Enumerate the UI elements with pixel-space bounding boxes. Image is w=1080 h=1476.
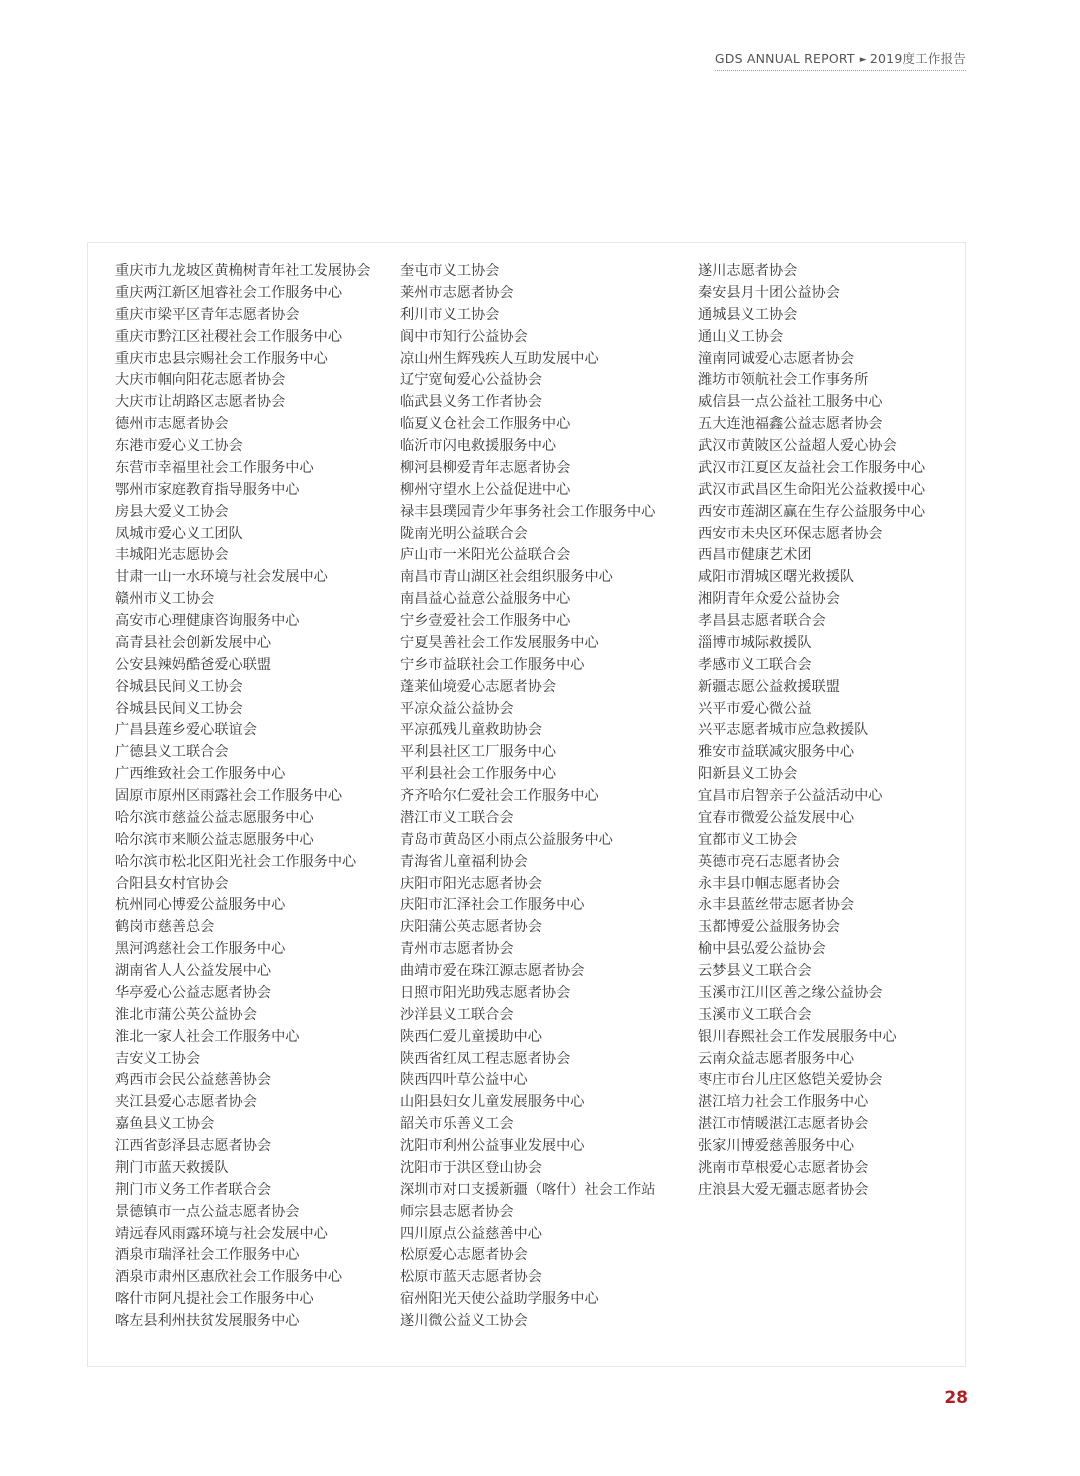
organization-name: 吉安义工协会 xyxy=(115,1050,201,1067)
organization-name: 武汉市武昌区生命阳光公益救援中心 xyxy=(698,481,926,498)
organization-name: 赣州市义工协会 xyxy=(115,591,215,608)
organization-name: 重庆市忠县宗赐社会工作服务中心 xyxy=(115,350,328,367)
organization-name: 酒泉市瑞泽社会工作服务中心 xyxy=(115,1247,300,1264)
organization-name: 雅安市益联减灾服务中心 xyxy=(698,744,855,761)
organization-name: 杭州同心博爱公益服务中心 xyxy=(115,897,286,914)
organization-name: 淮北一家人社会工作服务中心 xyxy=(115,1028,300,1045)
organization-name: 宜都市义工协会 xyxy=(698,831,798,848)
organization-name: 武汉市黄陂区公益超人爱心协会 xyxy=(698,438,897,454)
organization-name: 高安市心理健康咨询服务中心 xyxy=(115,613,300,629)
organization-name: 张家川博爱慈善服务中心 xyxy=(698,1138,855,1154)
organization-name: 咸阳市渭城区曙光救援队 xyxy=(698,569,855,586)
organization-name: 广德县义工联合会 xyxy=(115,744,229,761)
organization-name: 遂川志愿者协会 xyxy=(698,263,798,279)
organization-name: 丰城阳光志愿协会 xyxy=(115,547,229,564)
organization-name: 蓬莱仙境爱心志愿者协会 xyxy=(400,678,557,695)
organization-name: 平利县社会工作服务中心 xyxy=(400,766,557,783)
organization-name: 枣庄市台儿庄区悠铠关爱协会 xyxy=(698,1072,883,1089)
organization-name: 谷城县民间义工协会 xyxy=(115,678,243,695)
organization-name: 西安市莲湖区赢在生存公益服务中心 xyxy=(698,503,926,520)
organization-name: 临沂市闪电救援服务中心 xyxy=(400,438,557,454)
organization-name: 阆中市知行公益协会 xyxy=(400,328,528,345)
organization-name: 鹤岗市慈善总会 xyxy=(115,919,215,936)
organization-name: 大庆市帼向阳花志愿者协会 xyxy=(115,372,286,389)
organization-column-3 xyxy=(698,261,925,1202)
organization-name: 沙洋县义工联合会 xyxy=(400,1006,514,1023)
organization-name: 遂川微公益义工协会 xyxy=(400,1313,528,1329)
organization-name: 鄂州市家庭教育指导服务中心 xyxy=(115,481,300,498)
organization-name: 湛江市情暖湛江志愿者协会 xyxy=(698,1116,869,1133)
organization-name: 陕西四叶草公益中心 xyxy=(400,1072,528,1089)
organization-name: 固原市原州区雨露社会工作服务中心 xyxy=(115,788,343,804)
organization-name: 嘉鱼县义工协会 xyxy=(115,1116,215,1133)
organization-name: 禄丰县璞园青少年事务社会工作服务中心 xyxy=(400,503,656,520)
organization-name: 利川市义工协会 xyxy=(400,306,500,323)
organization-name: 莱州市志愿者协会 xyxy=(400,284,514,301)
organization-name: 德州市志愿者协会 xyxy=(115,416,229,433)
organization-name: 青海省儿童福利协会 xyxy=(400,853,528,870)
organization-name: 宜春市微爱公益发展中心 xyxy=(698,809,855,826)
organization-name: 哈尔滨市松北区阳光社会工作服务中心 xyxy=(115,853,357,870)
organization-name: 通城县义工协会 xyxy=(698,306,798,323)
organization-name: 沈阳市于洪区登山协会 xyxy=(400,1159,542,1176)
organization-name: 玉溪市江川区善之缘公益协会 xyxy=(698,984,883,1001)
report-title: 2019度工作报告 xyxy=(869,51,966,66)
organization-name: 淮北市蒲公英公益协会 xyxy=(115,1006,257,1023)
organization-name: 公安县辣妈酷爸爱心联盟 xyxy=(115,656,272,673)
organization-name: 哈尔滨市来顺公益志愿服务中心 xyxy=(115,831,314,848)
organization-name: 永丰县巾帼志愿者协会 xyxy=(698,875,840,892)
organization-name: 荆门市蓝天救援队 xyxy=(115,1159,229,1176)
organization-name: 曲靖市爱在珠江源志愿者协会 xyxy=(400,963,585,979)
organization-name: 四川原点公益慈善中心 xyxy=(400,1225,542,1242)
organization-name: 凉山州生辉残疾人互助发展中心 xyxy=(400,350,599,367)
organization-name: 湖南省人人公益发展中心 xyxy=(115,963,272,979)
organization-name: 临夏义仓社会工作服务中心 xyxy=(400,416,571,433)
organization-name: 南昌益心益意公益服务中心 xyxy=(400,591,571,608)
organization-name: 庐山市一米阳光公益联合会 xyxy=(400,547,571,564)
organization-name: 柳州守望水上公益促进中心 xyxy=(400,481,571,498)
organization-name: 威信县一点公益社工服务中心 xyxy=(698,394,883,411)
organization-name: 大庆市让胡路区志愿者协会 xyxy=(115,394,286,411)
organization-name: 庆阳市阳光志愿者协会 xyxy=(400,875,542,892)
organization-name: 齐齐哈尔仁爱社会工作服务中心 xyxy=(400,788,599,804)
organization-name: 师宗县志愿者协会 xyxy=(400,1203,514,1220)
organization-name: 玉溪市义工联合会 xyxy=(698,1006,812,1023)
organization-name: 合阳县女村官协会 xyxy=(115,875,229,892)
organization-name: 平凉众益公益协会 xyxy=(400,700,514,717)
organization-name: 山阳县妇女儿童发展服务中心 xyxy=(400,1094,585,1111)
page-number: 28 xyxy=(944,1388,968,1408)
organization-name: 谷城县民间义工协会 xyxy=(115,700,243,717)
organization-name: 高青县社会创新发展中心 xyxy=(115,634,272,651)
organization-name: 孝昌县志愿者联合会 xyxy=(698,613,826,629)
organization-name: 江西省彭泽县志愿者协会 xyxy=(115,1138,272,1154)
organization-name: 广昌县莲乡爱心联谊会 xyxy=(115,722,257,739)
organization-name: 重庆市黔江区社稷社会工作服务中心 xyxy=(115,328,343,345)
organization-name: 哈尔滨市慈益公益志愿服务中心 xyxy=(115,809,314,826)
organization-name: 武汉市江夏区友益社会工作服务中心 xyxy=(698,459,926,476)
organization-name: 秦安县月十团公益协会 xyxy=(698,284,840,301)
organization-name: 景德镇市一点公益志愿者协会 xyxy=(115,1203,300,1220)
organization-name: 东营市幸福里社会工作服务中心 xyxy=(115,459,314,476)
organization-name: 奎屯市义工协会 xyxy=(400,263,500,279)
organization-name: 陇南光明公益联合会 xyxy=(400,525,528,542)
organization-name: 宁乡市益联社会工作服务中心 xyxy=(400,656,585,673)
organization-name: 深圳市对口支援新疆（喀什）社会工作站 xyxy=(400,1181,656,1198)
organization-column-2 xyxy=(400,261,655,1333)
organization-name: 西昌市健康艺术团 xyxy=(698,547,812,564)
organization-name: 云南众益志愿者服务中心 xyxy=(698,1050,855,1067)
organization-name: 玉都博爱公益服务协会 xyxy=(698,919,840,936)
organization-name: 华亭爱心公益志愿者协会 xyxy=(115,984,272,1001)
organization-name: 宿州阳光天使公益助学服务中心 xyxy=(400,1291,599,1308)
organization-name: 夹江县爱心志愿者协会 xyxy=(115,1094,257,1111)
organization-name: 阳新县义工协会 xyxy=(698,766,798,783)
organization-name: 陕西省红凤工程志愿者协会 xyxy=(400,1050,571,1067)
organization-name: 潜江市义工联合会 xyxy=(400,809,514,826)
triangle-right-icon: ► xyxy=(859,55,867,65)
organization-name: 酒泉市肃州区惠欣社会工作服务中心 xyxy=(115,1269,343,1286)
organization-name: 临武县义务工作者协会 xyxy=(400,394,542,411)
organization-name: 重庆两江新区旭睿社会工作服务中心 xyxy=(115,284,343,301)
organization-name: 宁乡壹爱社会工作服务中心 xyxy=(400,613,571,629)
organization-name: 通山义工协会 xyxy=(698,328,784,345)
organization-name: 榆中县弘爱公益协会 xyxy=(698,941,826,958)
organization-name: 鸡西市会民公益慈善协会 xyxy=(115,1072,272,1089)
organization-name: 五大连池福鑫公益志愿者协会 xyxy=(698,416,883,433)
organization-name: 云梦县义工联合会 xyxy=(698,963,812,979)
organization-name: 喀左县利州扶贫发展服务中心 xyxy=(115,1313,300,1329)
organization-name: 潍坊市领航社会工作事务所 xyxy=(698,372,869,389)
organization-name: 湘阴青年众爱公益协会 xyxy=(698,591,840,608)
organization-name: 靖远春风雨露环境与社会发展中心 xyxy=(115,1225,328,1242)
organization-name: 永丰县蓝丝带志愿者协会 xyxy=(698,897,855,914)
organization-name: 湛江培力社会工作服务中心 xyxy=(698,1094,869,1111)
organization-name: 韶关市乐善义工会 xyxy=(400,1116,514,1133)
organization-name: 青岛市黄岛区小雨点公益服务中心 xyxy=(400,831,613,848)
organization-name: 庆阳市汇泽社会工作服务中心 xyxy=(400,897,585,914)
organization-column-1 xyxy=(115,261,370,1333)
organization-name: 淄博市城际救援队 xyxy=(698,634,812,651)
organization-name: 广西维致社会工作服务中心 xyxy=(115,766,286,783)
organization-name: 平凉孤残儿童救助协会 xyxy=(400,722,542,739)
organization-name: 东港市爱心义工协会 xyxy=(115,438,243,454)
organization-name: 辽宁宽甸爱心公益协会 xyxy=(400,372,542,389)
organization-name: 松原爱心志愿者协会 xyxy=(400,1247,528,1264)
organization-name: 重庆市九龙坡区黄桷树青年社工发展协会 xyxy=(115,263,371,279)
organization-name: 宜昌市启智亲子公益活动中心 xyxy=(698,788,883,804)
organization-name: 沈阳市利州公益事业发展中心 xyxy=(400,1138,585,1154)
organization-name: 陕西仁爱儿童援助中心 xyxy=(400,1028,542,1045)
organization-name: 庄浪县大爱无疆志愿者协会 xyxy=(698,1181,869,1198)
organization-name: 庆阳蒲公英志愿者协会 xyxy=(400,919,542,936)
organization-name: 重庆市梁平区青年志愿者协会 xyxy=(115,306,300,323)
organization-name: 兴平志愿者城市应急救援队 xyxy=(698,722,869,739)
organization-name: 西安市未央区环保志愿者协会 xyxy=(698,525,883,542)
organization-name: 喀什市阿凡提社会工作服务中心 xyxy=(115,1291,314,1308)
organization-name: 凤城市爱心义工团队 xyxy=(115,525,243,542)
organization-name: 新疆志愿公益救援联盟 xyxy=(698,678,840,695)
organization-name: 洮南市草根爱心志愿者协会 xyxy=(698,1159,869,1176)
organization-name: 荆门市义务工作者联合会 xyxy=(115,1181,272,1198)
organization-name: 松原市蓝天志愿者协会 xyxy=(400,1269,542,1286)
report-header xyxy=(715,49,966,71)
organization-name: 房县大爱义工协会 xyxy=(115,503,229,520)
organization-name: 青州市志愿者协会 xyxy=(400,941,514,958)
organization-name: 甘肃一山一水环境与社会发展中心 xyxy=(115,569,328,586)
organization-name: 英德市亮石志愿者协会 xyxy=(698,853,840,870)
organization-name: 黑河鸿慈社会工作服务中心 xyxy=(115,941,286,958)
report-label: GDS ANNUAL REPORT xyxy=(714,51,855,66)
organization-name: 银川春熙社会工作发展服务中心 xyxy=(698,1028,897,1045)
organization-name: 孝感市义工联合会 xyxy=(698,656,812,673)
organization-name: 潼南同诚爱心志愿者协会 xyxy=(698,350,855,367)
organization-name: 南昌市青山湖区社会组织服务中心 xyxy=(400,569,613,586)
organization-name: 宁夏昊善社会工作发展服务中心 xyxy=(400,634,599,651)
organization-name: 柳河县柳爱青年志愿者协会 xyxy=(400,459,571,476)
organization-name: 兴平市爱心微公益 xyxy=(698,700,812,717)
organization-name: 日照市阳光助残志愿者协会 xyxy=(400,984,571,1001)
organization-name: 平利县社区工厂服务中心 xyxy=(400,744,557,761)
